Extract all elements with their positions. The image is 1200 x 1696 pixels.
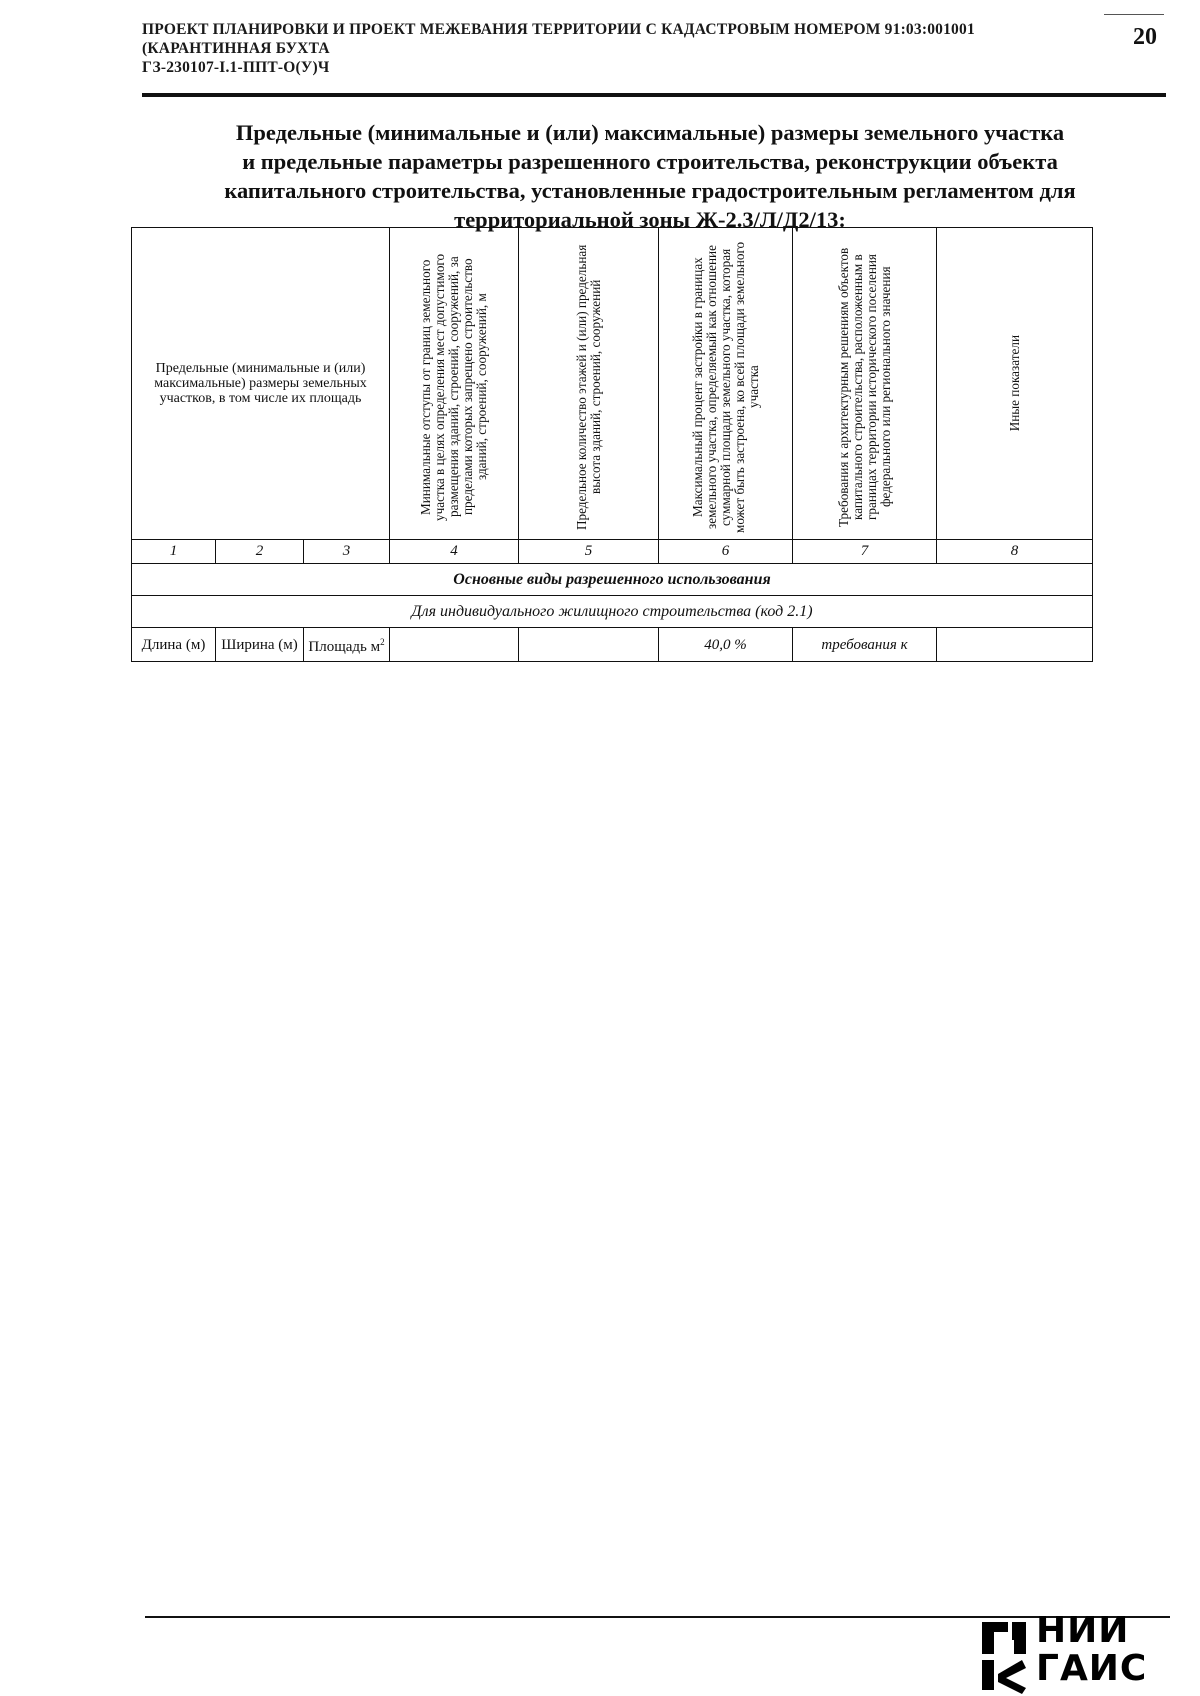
column-number: 8 bbox=[937, 540, 1093, 564]
logo-text-line-1: НИИ bbox=[1036, 1610, 1130, 1651]
header-text-floors: Предельное количество этажей и (или) предельная высота зданий, строений, сооружений bbox=[573, 244, 603, 530]
cell-length: Длина (м) bbox=[132, 628, 216, 662]
column-number: 1 bbox=[132, 540, 216, 564]
header-text-setbacks: Минимальные отступы от границ земельного участка в целях определения мест допустимого размещения зданий, строений, сооружений, за пределами которых запрещено строительство зданий, строений, сооружений, м bbox=[418, 253, 489, 521]
column-number: 5 bbox=[519, 540, 659, 564]
cell-width: Ширина (м) bbox=[216, 628, 304, 662]
header-cell-setbacks bbox=[390, 228, 519, 540]
header-line-3: ГЗ-230107-I.1-ППТ-О(У)Ч bbox=[142, 59, 330, 76]
section-heading: Основные виды разрешенного использования bbox=[132, 564, 1093, 596]
cell-architecture-value: требования к bbox=[793, 628, 937, 662]
logo-text-line-2: ГАИС bbox=[1036, 1648, 1148, 1689]
header-cell-plot-sizes bbox=[132, 228, 390, 540]
cell-area-superscript: 2 bbox=[380, 637, 385, 647]
cell-other-value bbox=[937, 628, 1093, 662]
title-line-4: территориальной зоны Ж-2.3/Л/Д2/13: bbox=[454, 207, 846, 232]
header-divider bbox=[142, 93, 1166, 97]
regulations-table bbox=[131, 227, 1093, 662]
column-number-row bbox=[132, 540, 1093, 564]
section-row bbox=[132, 564, 1093, 596]
company-logo bbox=[978, 1612, 1188, 1696]
subsection-row bbox=[132, 596, 1093, 628]
header-cell-architecture bbox=[793, 228, 937, 540]
page-number: 20 bbox=[1133, 24, 1157, 50]
top-corner-line bbox=[1104, 14, 1164, 15]
header-text-other: Иные показатели bbox=[1006, 335, 1022, 432]
cell-area-text: Площадь м bbox=[308, 639, 381, 655]
header-cell-floors bbox=[519, 228, 659, 540]
header-cell-other bbox=[937, 228, 1093, 540]
column-number: 4 bbox=[390, 540, 519, 564]
cell-build-percent-value: 40,0 % bbox=[659, 628, 793, 662]
cell-floors-value bbox=[519, 628, 659, 662]
column-number: 3 bbox=[304, 540, 390, 564]
cell-area bbox=[304, 628, 390, 662]
title-line-2: и предельные параметры разрешенного строительства, реконструкции объекта bbox=[242, 149, 1058, 174]
column-number: 7 bbox=[793, 540, 937, 564]
table-header-row bbox=[132, 228, 1093, 540]
logo-mark-icon bbox=[978, 1616, 1030, 1696]
table-row bbox=[132, 628, 1093, 662]
subsection-heading: Для индивидуального жилищного строительства (код 2.1) bbox=[132, 596, 1093, 628]
header-text-architecture: Требования к архитектурным решениям объектов капитального строительства, расположенным в границах территории исторического поселения федерального или регионального значения bbox=[835, 247, 893, 527]
title-line-3: капитального строительства, установленные градостроительным регламентом для bbox=[224, 178, 1076, 203]
section-title bbox=[150, 118, 1150, 234]
title-line-1: Предельные (минимальные и (или) максимальные) размеры земельного участка bbox=[235, 120, 1065, 145]
header-line-1: ПРОЕКТ ПЛАНИРОВКИ И ПРОЕКТ МЕЖЕВАНИЯ ТЕРРИТОРИИ С КАДАСТРОВЫМ НОМЕРОМ 91:03:001001 bbox=[142, 21, 975, 38]
header-text-plot-sizes: Предельные (минимальные и (или) максимальные) размеры земельных участков, в том числе их площадь bbox=[154, 361, 367, 406]
header-cell-build-percent bbox=[659, 228, 793, 540]
column-number: 6 bbox=[659, 540, 793, 564]
header-text-build-percent: Максимальный процент застройки в границах земельного участка, определяемый как отношение суммарной площади земельного участка, которая может быть застроена, ко всей площади земельного участка bbox=[689, 241, 761, 533]
document-header bbox=[142, 20, 1042, 77]
column-number: 2 bbox=[216, 540, 304, 564]
cell-setbacks-value bbox=[390, 628, 519, 662]
header-line-2: (КАРАНТИННАЯ БУХТА bbox=[142, 40, 330, 57]
